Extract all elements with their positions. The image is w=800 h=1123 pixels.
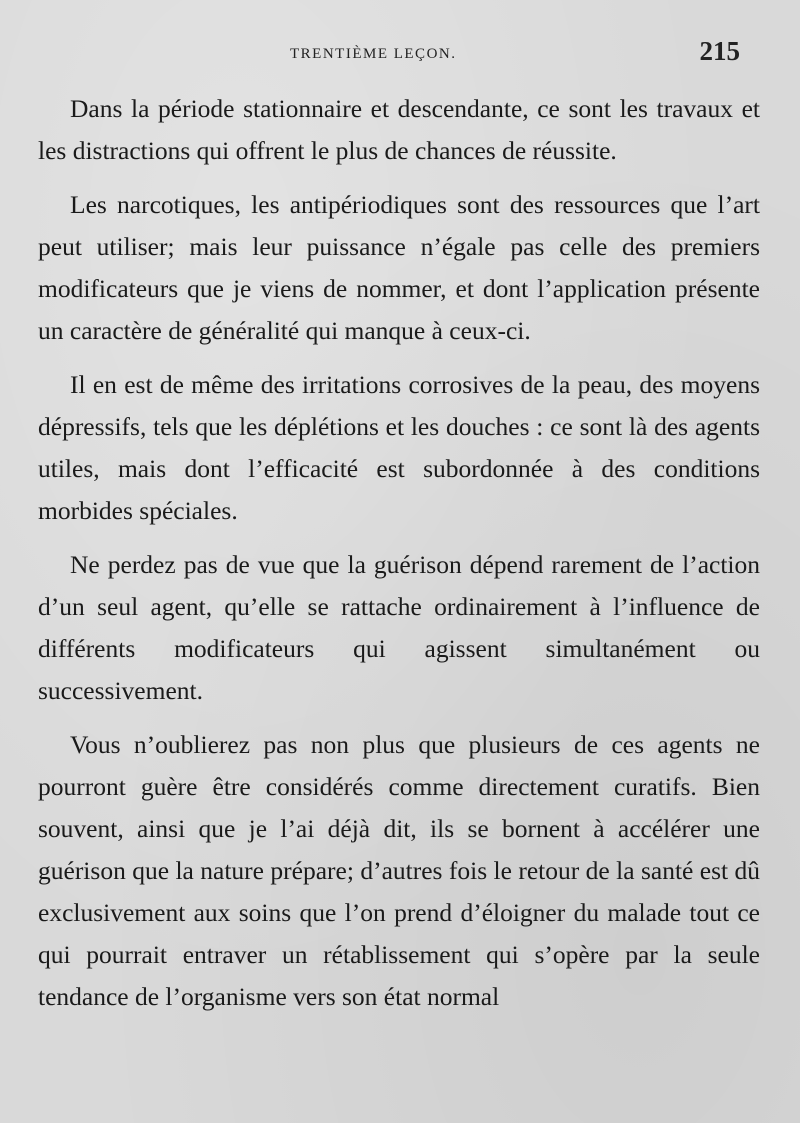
paragraph-1: Dans la période stationnaire et descendante, ce sont les travaux et les distractions qui offrent le plus de chances de réussite.	[38, 94, 760, 165]
paragraph-3: Il en est de même des irritations corrosives de la peau, des moyens dépressifs, tels que les déplétions et les douches : ce sont là des agents utiles, mais dont l’efficacité est subordonnée à des conditions morbides spéciales.	[38, 370, 760, 525]
running-title: TRENTIÈME LEÇON.	[290, 46, 457, 62]
page-number: 215	[699, 36, 740, 66]
paragraph-5: Vous n’oublierez pas non plus que plusieurs de ces agents ne pourront guère être considérés comme directement curatifs. Bien souvent, ainsi que je l’ai déjà dit, ils se bornent à accélérer une guérison que la nature prépare; d’autres fois le retour de la santé est dû exclusivement aux soins que l’on prend d’éloigner du malade tout ce qui pourrait entraver un rétablissement qui s’opère par la seule tendance de l’organisme vers son état normal	[38, 730, 760, 1011]
paragraph-2: Les narcotiques, les antipériodiques sont des ressources que l’art peut utiliser; mais leur puissance n’égale pas celle des premiers modificateurs que je viens de nommer, et dont l’application présente un caractère de généralité qui manque à ceux-ci.	[38, 190, 760, 345]
page-header	[0, 36, 800, 76]
body-text	[38, 88, 760, 1030]
paragraph-4: Ne perdez pas de vue que la guérison dépend rarement de l’action d’un seul agent, qu’elle se rattache ordinairement à l’influence de différents modificateurs qui agissent simultanément ou successivement.	[38, 550, 760, 705]
